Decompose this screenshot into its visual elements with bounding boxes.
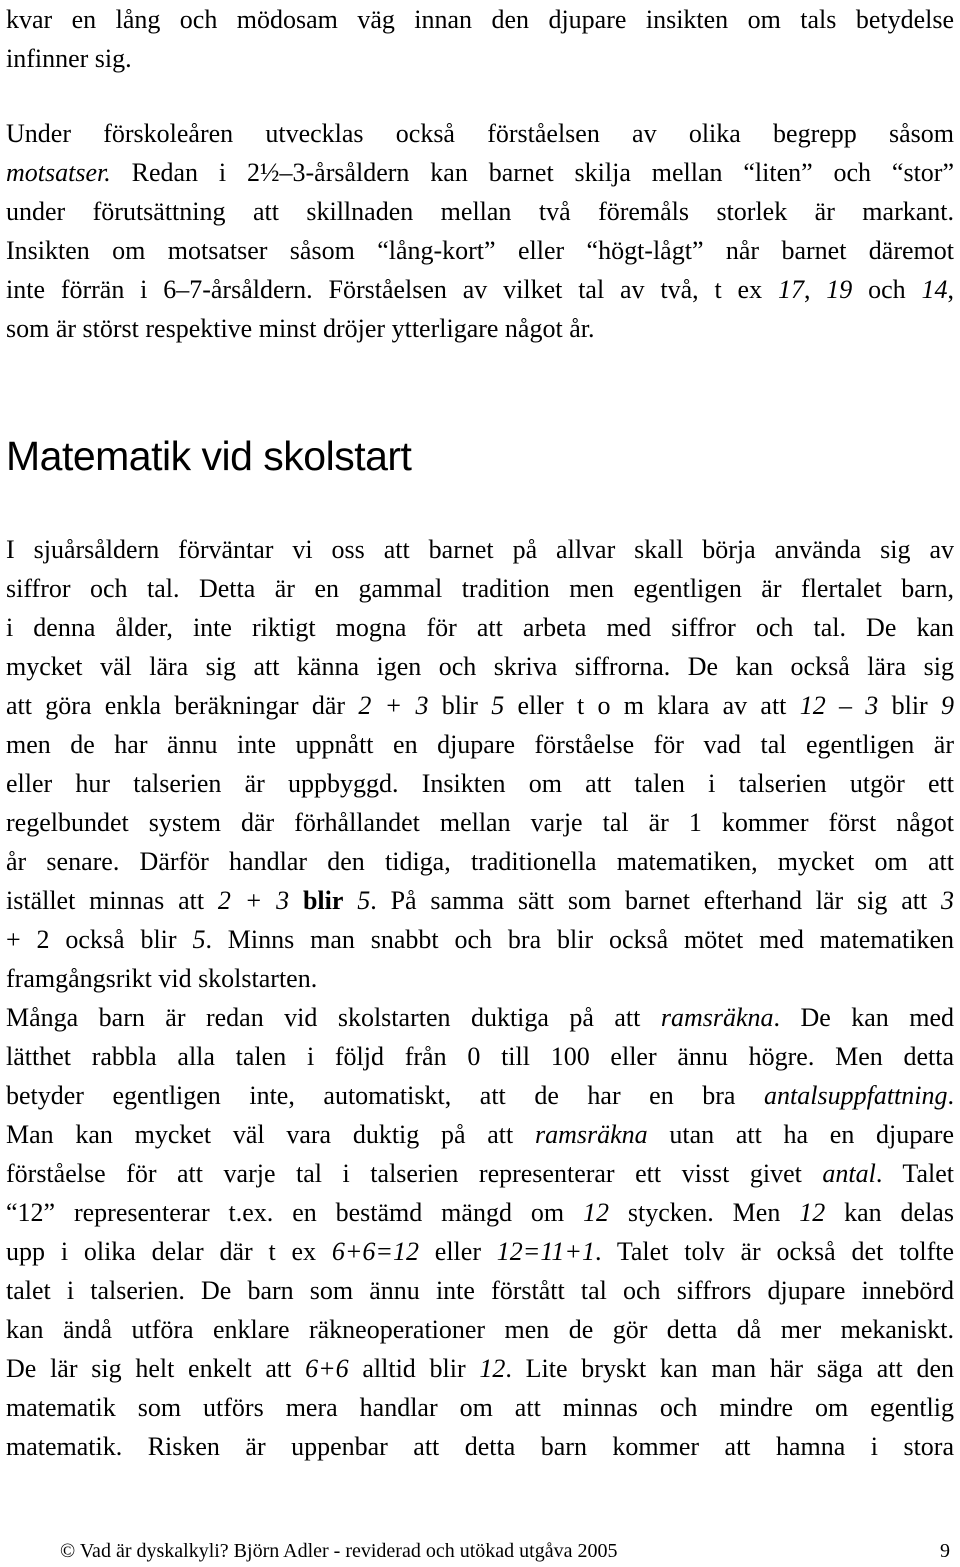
- text-line: framgångsrikt vid skolstarten.: [6, 964, 318, 993]
- text-line: + 2 också blir 5. Minns man snabbt och bra blir också mötet med matematiken: [6, 925, 954, 954]
- text-line: lätthet rabbla alla talen i följd från 0 till 100 eller ännu högre. Men detta: [6, 1042, 954, 1071]
- text-line: matematik som utförs mera handlar om att minnas och mindre om egentlig: [6, 1393, 954, 1422]
- intro-paragraph: [6, 0, 954, 78]
- text-line: kan ändå utföra enklare räkneoperationer men de gör detta då mer mekaniskt.: [6, 1315, 954, 1344]
- text-line: motsatser. Redan i 2½–3-årsåldern kan barnet skilja mellan “liten” och “stor”: [6, 158, 954, 187]
- text-line: “12” representerar t.ex. en bestämd mängd om 12 stycken. Men 12 kan delas: [6, 1198, 954, 1227]
- text-line: istället minnas att 2 + 3 blir 5. På samma sätt som barnet efterhand lär sig att 3: [6, 886, 955, 915]
- text-line: De lär sig helt enkelt att 6+6 alltid blir 12. Lite bryskt kan man här säga att den: [6, 1354, 954, 1383]
- text-line: siffror och tal. Detta är en gammal tradition men egentligen är flertalet barn,: [6, 574, 954, 603]
- text-line: under förutsättning att skillnaden mellan två föremåls storlek är markant.: [6, 197, 954, 226]
- text-line: inte förrän i 6–7-årsåldern. Förståelsen av vilket tal av två, t ex 17, 19 och 14,: [6, 275, 955, 304]
- text-line: år senare. Därför handlar den tidiga, traditionella matematiken, mycket om att: [6, 847, 954, 876]
- text-line: Många barn är redan vid skolstarten duktiga på att ramsräkna. De kan med: [6, 1003, 955, 1032]
- text-line: kvar en lång och mödosam väg innan den djupare insikten om tals betydelse: [6, 5, 954, 34]
- motsatser-paragraph: [6, 114, 954, 348]
- text-line: Man kan mycket väl vara duktig på att ramsräkna utan att ha en djupare: [6, 1120, 955, 1149]
- footer-copyright: © Vad är dyskalkyli? Björn Adler - reviderad och utökad utgåva 2005: [60, 1540, 618, 1562]
- text-line: eller hur talserien är uppbyggd. Insikten om att talen i talserien utgör ett: [6, 769, 954, 798]
- text-line: upp i olika delar där t ex 6+6=12 eller 12=11+1. Talet tolv är också det tolfte: [6, 1237, 954, 1266]
- text-line: regelbundet system där förhållandet mellan varje tal är 1 kommer först något: [6, 808, 954, 837]
- text-line: att göra enkla beräkningar där 2 + 3 blir 5 eller t o m klara av att 12 – 3 blir 9: [6, 691, 955, 720]
- text-line: Under förskoleåren utvecklas också förståelsen av olika begrepp såsom: [6, 119, 954, 148]
- text-line: men de har ännu inte uppnått en djupare förståelse för vad tal egentligen är: [6, 730, 954, 759]
- text-line: matematik. Risken är uppenbar att detta barn kommer att hamna i stora: [6, 1432, 954, 1461]
- body-paragraph: [6, 530, 954, 998]
- text-line: som är störst respektive minst dröjer ytterligare något år.: [6, 314, 595, 343]
- text-line: I sjuårsåldern förväntar vi oss att barnet på allvar skall börja använda sig av: [6, 535, 954, 564]
- text-line: mycket väl lära sig att känna igen och skriva siffrorna. De kan också lära sig: [6, 652, 954, 681]
- text-line: i denna ålder, inte riktigt mogna för att arbeta med siffror och tal. De kan: [6, 613, 954, 642]
- text-line: betyder egentligen inte, automatiskt, att de har en bra antalsuppfattning.: [6, 1081, 954, 1110]
- text-line: Insikten om motsatser såsom “lång-kort” eller “högt-lågt” når barnet däremot: [6, 236, 954, 265]
- text-line: förståelse för att varje tal i talserien representerar ett visst givet antal. Talet: [6, 1159, 955, 1188]
- text-line: infinner sig.: [6, 44, 132, 73]
- page-number: 9: [940, 1540, 950, 1562]
- text-line: talet i talserien. De barn som ännu inte förstått tal och siffrors djupare innebörd: [6, 1276, 954, 1305]
- section-heading: Matematik vid skolstart: [6, 433, 412, 479]
- ramsrakna-paragraph: [6, 998, 954, 1466]
